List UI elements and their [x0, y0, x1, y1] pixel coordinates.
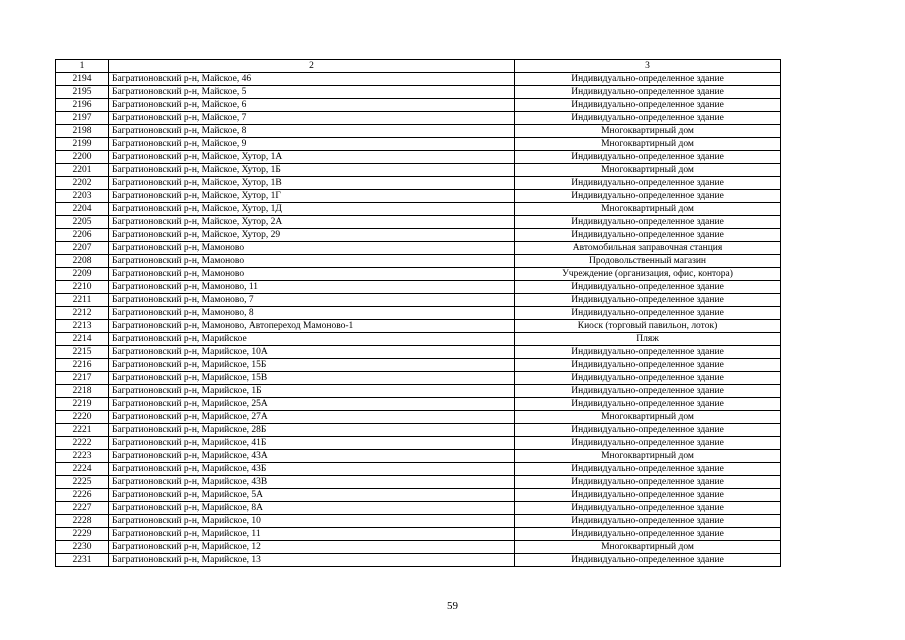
table-row [56, 554, 781, 567]
row-number-cell: 2212 [56, 307, 109, 320]
row-number-cell: 2204 [56, 203, 109, 216]
address-cell: Багратионовский р-н, Марийское, 41Б [109, 437, 515, 450]
row-number-cell: 2226 [56, 489, 109, 502]
address-cell: Багратионовский р-н, Майское, 7 [109, 112, 515, 125]
page-number: 59 [447, 600, 458, 612]
row-number-cell: 2230 [56, 541, 109, 554]
address-cell: Багратионовский р-н, Марийское, 13 [109, 554, 515, 567]
object-type-cell: Многоквартирный дом [515, 411, 781, 424]
address-cell: Багратионовский р-н, Марийское, 28Б [109, 424, 515, 437]
table-row [56, 437, 781, 450]
address-cell: Багратионовский р-н, Марийское, 15В [109, 372, 515, 385]
object-type-cell: Индивидуально-определенное здание [515, 73, 781, 86]
address-cell: Багратионовский р-н, Майское, 6 [109, 99, 515, 112]
table-row [56, 541, 781, 554]
address-cell: Багратионовский р-н, Марийское, 1Б [109, 385, 515, 398]
object-type-cell: Индивидуально-определенное здание [515, 99, 781, 112]
document-page [55, 59, 780, 567]
object-type-cell: Индивидуально-определенное здание [515, 502, 781, 515]
table-row [56, 463, 781, 476]
row-number-cell: 2213 [56, 320, 109, 333]
table-row [56, 138, 781, 151]
address-cell: Багратионовский р-н, Майское, Хутор, 1В [109, 177, 515, 190]
object-type-cell: Индивидуально-определенное здание [515, 294, 781, 307]
address-cell: Багратионовский р-н, Мамоново [109, 268, 515, 281]
table-row [56, 320, 781, 333]
table-row [56, 398, 781, 411]
row-number-cell: 2202 [56, 177, 109, 190]
table-row [56, 502, 781, 515]
address-cell: Багратионовский р-н, Марийское, 12 [109, 541, 515, 554]
table-header-row [56, 60, 781, 73]
table-row [56, 86, 781, 99]
object-type-cell: Индивидуально-определенное здание [515, 307, 781, 320]
address-cell: Багратионовский р-н, Марийское, 25А [109, 398, 515, 411]
object-type-cell: Пляж [515, 333, 781, 346]
row-number-cell: 2221 [56, 424, 109, 437]
table-row [56, 229, 781, 242]
row-number-cell: 2228 [56, 515, 109, 528]
object-type-cell: Индивидуально-определенное здание [515, 437, 781, 450]
table-row [56, 294, 781, 307]
registry-table-body [56, 60, 781, 567]
object-type-cell: Индивидуально-определенное здание [515, 398, 781, 411]
object-type-cell: Индивидуально-определенное здание [515, 463, 781, 476]
column-header-number: 1 [56, 60, 109, 73]
address-cell: Багратионовский р-н, Марийское, 15Б [109, 359, 515, 372]
row-number-cell: 2196 [56, 99, 109, 112]
table-row [56, 411, 781, 424]
table-row [56, 424, 781, 437]
object-type-cell: Индивидуально-определенное здание [515, 86, 781, 99]
row-number-cell: 2223 [56, 450, 109, 463]
object-type-cell: Индивидуально-определенное здание [515, 372, 781, 385]
table-row [56, 333, 781, 346]
row-number-cell: 2200 [56, 151, 109, 164]
table-row [56, 385, 781, 398]
object-type-cell: Индивидуально-определенное здание [515, 424, 781, 437]
row-number-cell: 2206 [56, 229, 109, 242]
address-cell: Багратионовский р-н, Марийское, 27А [109, 411, 515, 424]
object-type-cell: Многоквартирный дом [515, 125, 781, 138]
address-cell: Багратионовский р-н, Майское, Хутор, 1Д [109, 203, 515, 216]
row-number-cell: 2198 [56, 125, 109, 138]
row-number-cell: 2199 [56, 138, 109, 151]
table-row [56, 190, 781, 203]
address-cell: Багратионовский р-н, Марийское, 10А [109, 346, 515, 359]
object-type-cell: Индивидуально-определенное здание [515, 476, 781, 489]
object-type-cell: Индивидуально-определенное здание [515, 112, 781, 125]
object-type-cell: Индивидуально-определенное здание [515, 229, 781, 242]
table-row [56, 268, 781, 281]
table-row [56, 450, 781, 463]
table-row [56, 281, 781, 294]
address-cell: Багратионовский р-н, Мамоново, Автопереход Мамоново-1 [109, 320, 515, 333]
row-number-cell: 2224 [56, 463, 109, 476]
table-row [56, 528, 781, 541]
address-cell: Багратионовский р-н, Майское, Хутор, 1А [109, 151, 515, 164]
table-row [56, 216, 781, 229]
address-cell: Багратионовский р-н, Майское, 9 [109, 138, 515, 151]
address-cell: Багратионовский р-н, Марийское, 43А [109, 450, 515, 463]
address-cell: Багратионовский р-н, Марийское, 5А [109, 489, 515, 502]
table-row [56, 242, 781, 255]
row-number-cell: 2203 [56, 190, 109, 203]
address-cell: Багратионовский р-н, Мамоново, 7 [109, 294, 515, 307]
address-cell: Багратионовский р-н, Марийское, 43В [109, 476, 515, 489]
row-number-cell: 2195 [56, 86, 109, 99]
address-cell: Багратионовский р-н, Майское, Хутор, 2А [109, 216, 515, 229]
address-cell: Багратионовский р-н, Марийское, 43Б [109, 463, 515, 476]
address-cell: Багратионовский р-н, Мамоново, 8 [109, 307, 515, 320]
row-number-cell: 2205 [56, 216, 109, 229]
row-number-cell: 2207 [56, 242, 109, 255]
address-cell: Багратионовский р-н, Марийское, 8А [109, 502, 515, 515]
address-cell: Багратионовский р-н, Мамоново, 11 [109, 281, 515, 294]
row-number-cell: 2197 [56, 112, 109, 125]
table-row [56, 372, 781, 385]
object-type-cell: Автомобильная заправочная станция [515, 242, 781, 255]
table-row [56, 73, 781, 86]
object-type-cell: Индивидуально-определенное здание [515, 385, 781, 398]
row-number-cell: 2214 [56, 333, 109, 346]
address-cell: Багратионовский р-н, Марийское [109, 333, 515, 346]
address-cell: Багратионовский р-н, Марийское, 11 [109, 528, 515, 541]
object-type-cell: Индивидуально-определенное здание [515, 190, 781, 203]
row-number-cell: 2225 [56, 476, 109, 489]
row-number-cell: 2231 [56, 554, 109, 567]
address-cell: Багратионовский р-н, Майское, 46 [109, 73, 515, 86]
object-type-cell: Индивидуально-определенное здание [515, 151, 781, 164]
object-type-cell: Учреждение (организация, офис, контора) [515, 268, 781, 281]
row-number-cell: 2208 [56, 255, 109, 268]
object-type-cell: Индивидуально-определенное здание [515, 177, 781, 190]
column-header-type: 3 [515, 60, 781, 73]
object-type-cell: Многоквартирный дом [515, 450, 781, 463]
object-type-cell: Индивидуально-определенное здание [515, 489, 781, 502]
table-row [56, 307, 781, 320]
table-row [56, 99, 781, 112]
row-number-cell: 2201 [56, 164, 109, 177]
row-number-cell: 2222 [56, 437, 109, 450]
address-cell: Багратионовский р-н, Майское, Хутор, 29 [109, 229, 515, 242]
row-number-cell: 2227 [56, 502, 109, 515]
row-number-cell: 2219 [56, 398, 109, 411]
object-type-cell: Индивидуально-определенное здание [515, 281, 781, 294]
address-cell: Багратионовский р-н, Майское, 8 [109, 125, 515, 138]
row-number-cell: 2210 [56, 281, 109, 294]
object-type-cell: Индивидуально-определенное здание [515, 515, 781, 528]
object-type-cell: Индивидуально-определенное здание [515, 346, 781, 359]
table-row [56, 125, 781, 138]
row-number-cell: 2209 [56, 268, 109, 281]
table-row [56, 203, 781, 216]
address-cell: Багратионовский р-н, Марийское, 10 [109, 515, 515, 528]
table-row [56, 164, 781, 177]
row-number-cell: 2194 [56, 73, 109, 86]
column-header-address: 2 [109, 60, 515, 73]
table-row [56, 515, 781, 528]
table-row [56, 151, 781, 164]
object-type-cell: Индивидуально-определенное здание [515, 528, 781, 541]
object-type-cell: Продовольственный магазин [515, 255, 781, 268]
table-row [56, 359, 781, 372]
object-type-cell: Многоквартирный дом [515, 203, 781, 216]
row-number-cell: 2229 [56, 528, 109, 541]
table-row [56, 346, 781, 359]
row-number-cell: 2216 [56, 359, 109, 372]
row-number-cell: 2218 [56, 385, 109, 398]
address-cell: Багратионовский р-н, Мамоново [109, 255, 515, 268]
address-cell: Багратионовский р-н, Майское, 5 [109, 86, 515, 99]
object-type-cell: Индивидуально-определенное здание [515, 554, 781, 567]
address-cell: Багратионовский р-н, Майское, Хутор, 1Б [109, 164, 515, 177]
table-row [56, 476, 781, 489]
object-type-cell: Индивидуально-определенное здание [515, 216, 781, 229]
address-cell: Багратионовский р-н, Мамоново [109, 242, 515, 255]
row-number-cell: 2215 [56, 346, 109, 359]
table-row [56, 489, 781, 502]
object-type-cell: Многоквартирный дом [515, 164, 781, 177]
object-type-cell: Киоск (торговый павильон, лоток) [515, 320, 781, 333]
table-row [56, 112, 781, 125]
table-row [56, 177, 781, 190]
row-number-cell: 2217 [56, 372, 109, 385]
object-type-cell: Многоквартирный дом [515, 138, 781, 151]
table-row [56, 255, 781, 268]
registry-table [55, 59, 781, 567]
address-cell: Багратионовский р-н, Майское, Хутор, 1Г [109, 190, 515, 203]
row-number-cell: 2220 [56, 411, 109, 424]
object-type-cell: Индивидуально-определенное здание [515, 359, 781, 372]
object-type-cell: Многоквартирный дом [515, 541, 781, 554]
row-number-cell: 2211 [56, 294, 109, 307]
